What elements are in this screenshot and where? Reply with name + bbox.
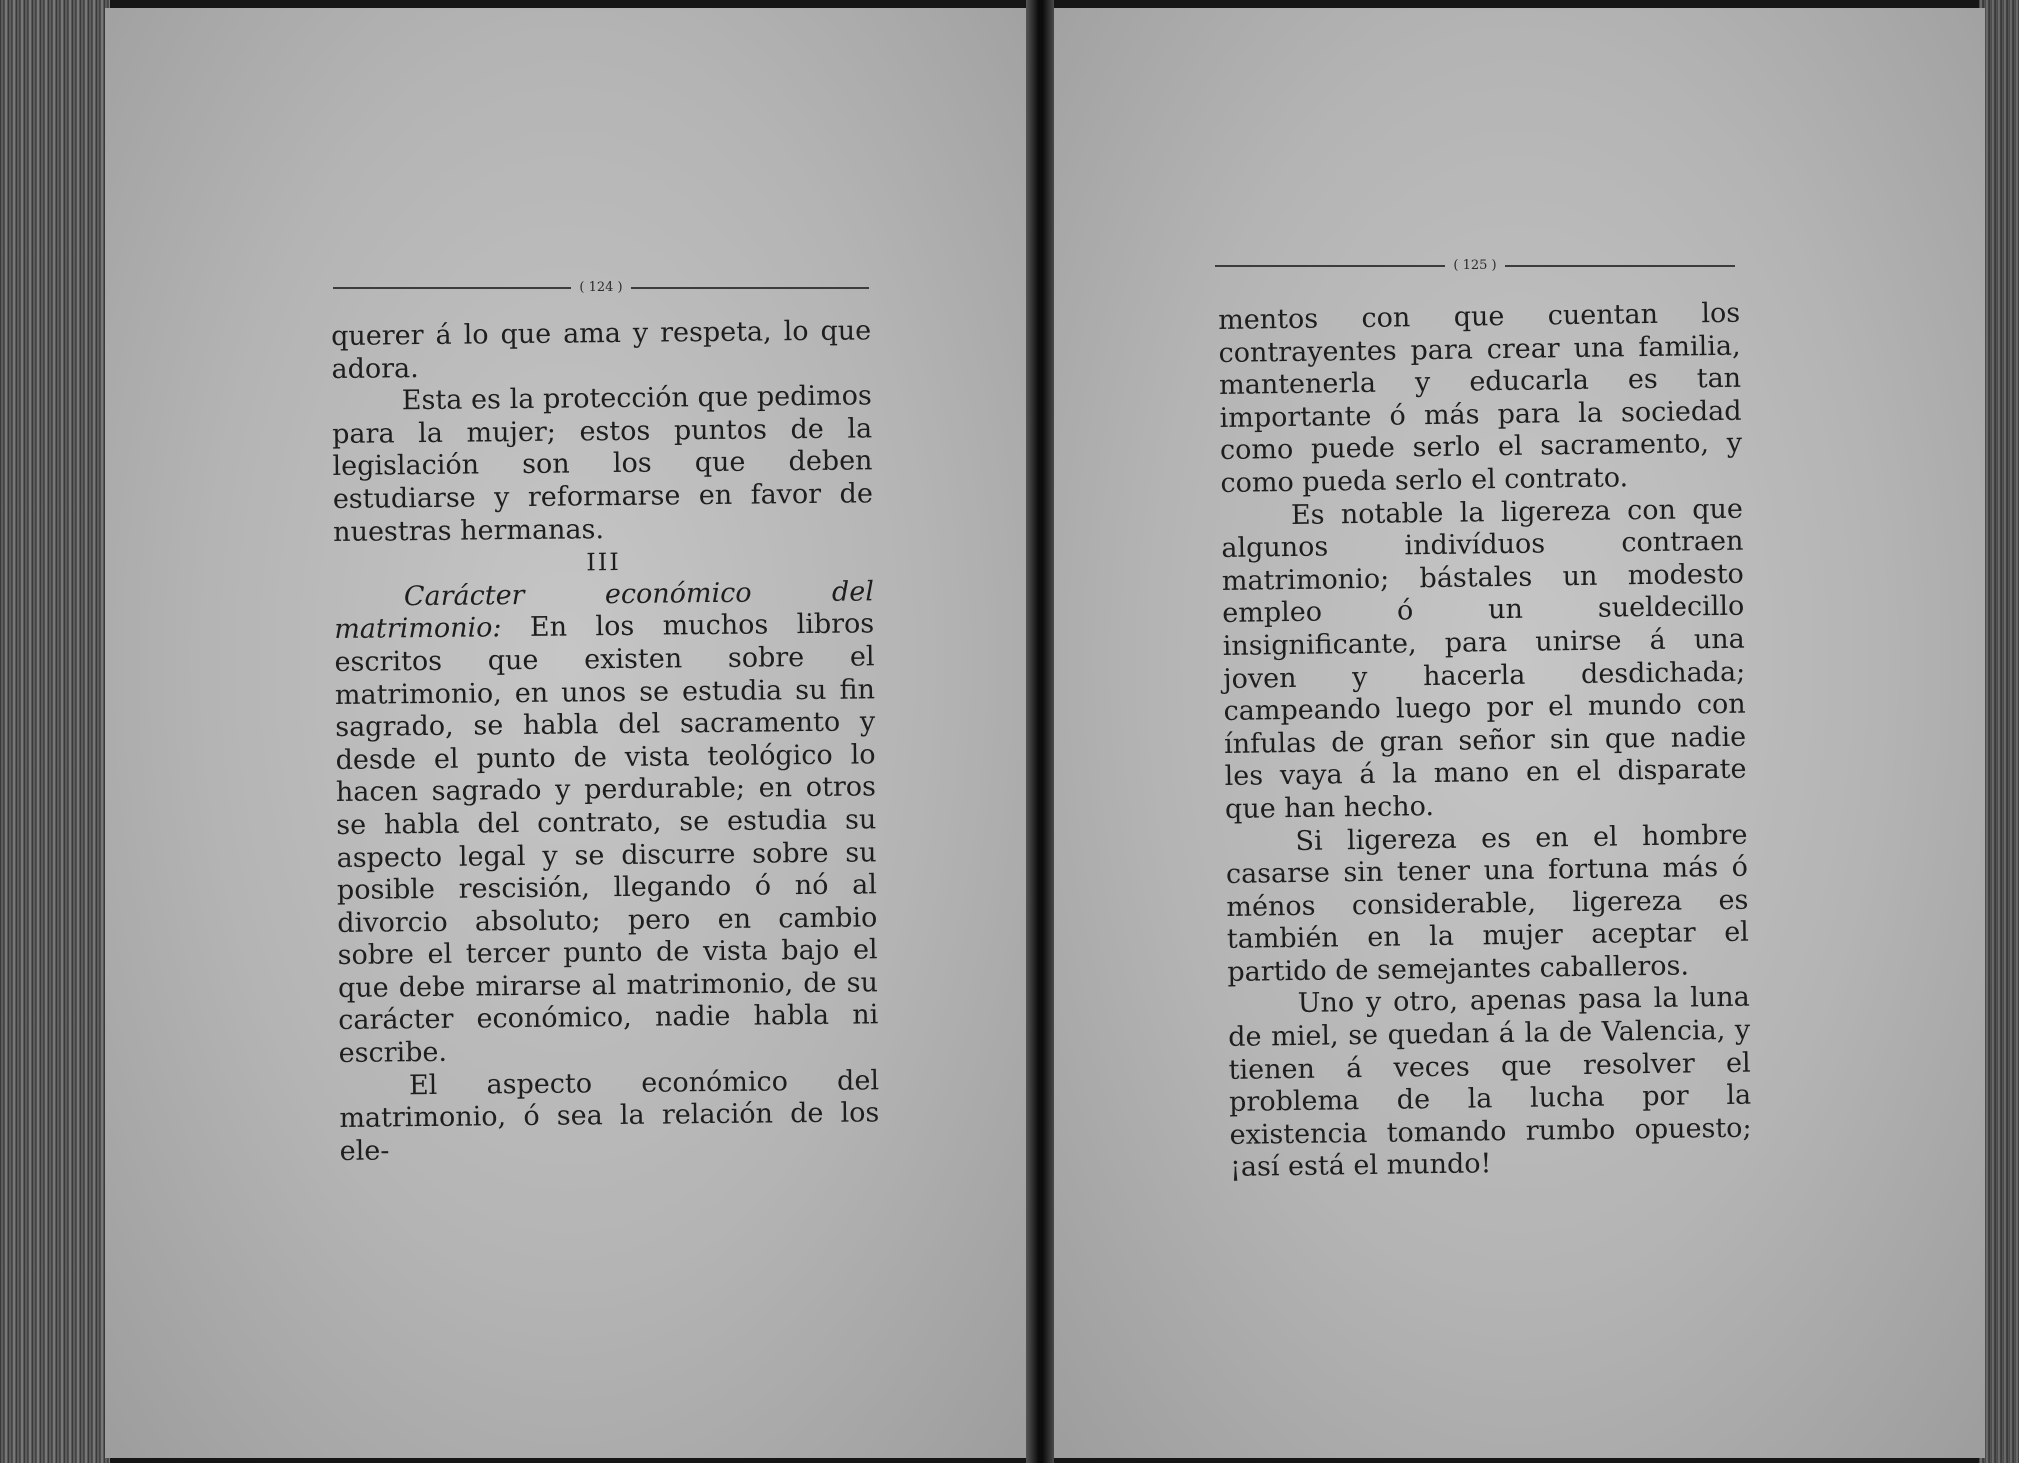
book-edge-right [1979,0,2019,1463]
left-paragraph-2 [334,576,879,1071]
book-edge-left [0,0,110,1463]
header-rule-right [631,287,869,289]
header-rule-left [333,287,571,289]
left-page-text [331,315,880,1168]
right-page-header [1215,258,1735,273]
book-gutter [1026,0,1054,1463]
left-paragraph-3: El aspecto económico del matrimonio, ó sea la relación de los ele- [339,1064,880,1167]
left-page-header [333,280,869,295]
left-paragraph-2-body: En los muchos libros escritos que existen sobre el matrimonio, en unos se estudia su fin sagrado, se habla del sacramento y desde el punto de vista teológico lo hacen sagrado y perdurable; en otros se habla del contrato, se estudia su aspecto legal y se discurre sobre su posible rescisión, llegando ó nó al divorcio absoluto; pero en cambio sobre el tercer punto de vista bajo el que debe mirarse al matrimonio, de su carácter económico, nadie habla ni escribe. [334,608,879,1070]
left-page-number: ( 124 ) [579,280,623,295]
right-page [1050,8,1985,1458]
right-paragraph-3: Si ligereza es en el hombre casarse sin tener una fortuna más ó ménos considerable, ligereza es también en la mujer aceptar el partido de semejantes caballeros. [1225,819,1750,988]
left-line-1: querer á lo que ama y respeta, lo que adora. [331,315,872,385]
left-page [105,8,1030,1458]
right-paragraph-2: Es notable la ligereza con que algunos indivíduos contraen matrimonio; bástales un modesto empleo ó un sueldecillo insignificante, para unirse á una joven y hacerla desdichada; campeando luego por el mundo con ínfulas de gran señor sin que nadie les vaya á la mano en el disparate que han hecho. [1221,493,1747,825]
header-rule-right [1505,265,1735,267]
right-paragraph-4: Uno y otro, apenas pasa la luna de miel, se quedan á la de Valencia, y tienen á veces que resolver el problema de la lucha por la existencia tomando rumbo opuesto; ¡así está el mundo! [1228,982,1752,1184]
header-rule-left [1215,265,1445,267]
section-title: Carácter económico del matrimonio: [334,576,875,646]
section-heading: III [586,548,621,577]
left-paragraph-1: Esta es la protección que pedimos para la mujer; estos puntos de la legislación son los que deben estudiarse y reformarse en favor de nuestras hermanas. [332,380,874,548]
right-page-number: ( 125 ) [1453,258,1497,273]
right-paragraph-1: mentos con que cuentan los contrayentes para crear una familia, mantenerla y educarla es tan importante ó más para la sociedad como puede serlo el sacramento, y como pueda serlo el contrato. [1218,297,1743,499]
right-page-text [1218,298,1752,1185]
